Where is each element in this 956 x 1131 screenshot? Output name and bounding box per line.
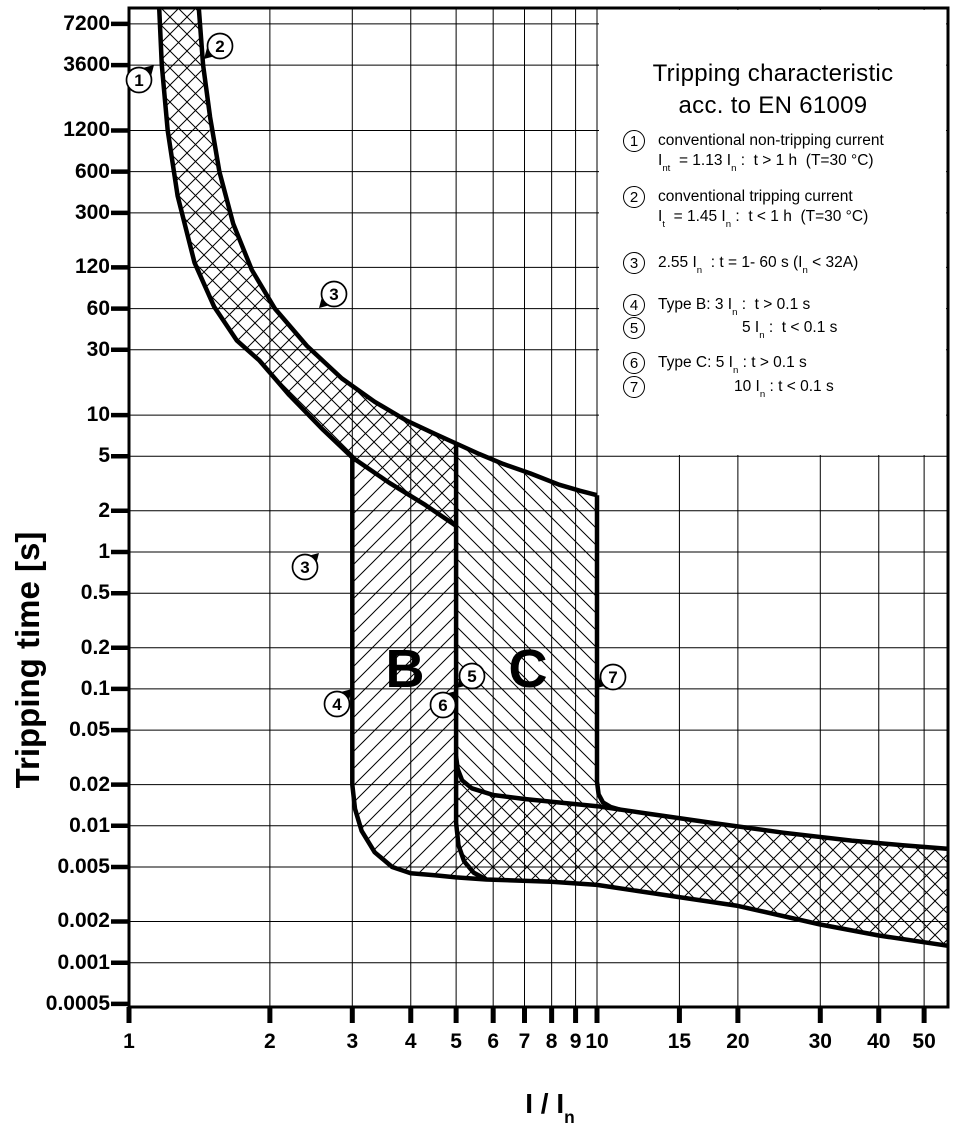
y-tick-label: 10 bbox=[86, 403, 110, 427]
y-tick-label: 7200 bbox=[63, 11, 110, 35]
x-tick-label: 50 bbox=[912, 1030, 936, 1053]
marker-number: 1 bbox=[134, 71, 144, 90]
marker-2-1 bbox=[204, 34, 233, 60]
y-tick-label: 0.02 bbox=[69, 772, 110, 796]
y-axis-title: Tripping time [s] bbox=[9, 531, 46, 789]
legend-item-text: 10 $I_n$ : t < 0.1 s bbox=[734, 378, 834, 401]
y-tick-label: 0.05 bbox=[69, 718, 110, 742]
marker-4-4 bbox=[325, 689, 353, 717]
curve-7-type-c-upper-10in bbox=[597, 495, 620, 810]
y-tick-label: 0.0005 bbox=[45, 991, 110, 1015]
y-tick-label: 30 bbox=[86, 337, 110, 361]
legend-item-text: conventional non-tripping current $I_{nt} = 1.13$ $I_n$ : t > 1 h (T=30 °C) bbox=[658, 132, 884, 174]
zone-label-C: C bbox=[508, 639, 548, 699]
x-tick-label: 7 bbox=[518, 1030, 531, 1053]
y-tick-label: 600 bbox=[74, 159, 110, 183]
y-tick-label: 1200 bbox=[63, 118, 110, 142]
legend-item-number-5: 5 bbox=[623, 317, 645, 339]
x-tick-label: 9 bbox=[569, 1030, 582, 1053]
zone-label-B: B bbox=[385, 639, 425, 699]
legend-item-text: Type C: 5 $I_n$ : t > 0.1 s bbox=[658, 354, 807, 377]
marker-7-7 bbox=[597, 665, 626, 690]
x-tick-label: 3 bbox=[346, 1030, 359, 1053]
y-tick-label: 300 bbox=[74, 200, 110, 224]
y-tick-label: 0.01 bbox=[69, 813, 110, 837]
x-tick-label: 6 bbox=[487, 1030, 500, 1053]
x-tick-label: 40 bbox=[867, 1030, 891, 1053]
y-tick-label: 5 bbox=[98, 444, 110, 468]
x-tick-label: 2 bbox=[264, 1030, 276, 1053]
x-tick-label: 15 bbox=[667, 1030, 692, 1053]
legend-item-number-6: 6 bbox=[623, 352, 645, 374]
y-tick-label: 0.002 bbox=[57, 909, 110, 933]
x-tick-label: 4 bbox=[404, 1030, 417, 1053]
marker-number: 6 bbox=[438, 696, 448, 715]
y-tick-label: 0.001 bbox=[57, 950, 110, 974]
x-tick-label: 8 bbox=[545, 1030, 558, 1053]
y-tick-label: 0.005 bbox=[57, 855, 110, 878]
y-tick-label: 2 bbox=[98, 498, 110, 522]
x-tick-label: 5 bbox=[450, 1030, 462, 1053]
legend-item-text: Type B: 3 $I_n$ : t > 0.1 s bbox=[658, 296, 811, 319]
marker-number: 5 bbox=[467, 667, 477, 686]
legend-item-number-2: 2 bbox=[623, 186, 645, 208]
y-tick-label: 0.5 bbox=[80, 581, 110, 605]
legend-panel bbox=[600, 10, 946, 455]
marker-number: 7 bbox=[608, 668, 618, 687]
legend-item-number-1: 1 bbox=[623, 130, 645, 152]
marker-number: 4 bbox=[332, 695, 342, 714]
x-axis-title: I / $I_n$ bbox=[525, 1088, 575, 1128]
marker-1-0 bbox=[127, 65, 155, 93]
y-tick-label: 1 bbox=[98, 540, 110, 563]
x-tick-label: 10 bbox=[585, 1030, 609, 1053]
marker-number: 3 bbox=[329, 285, 339, 304]
x-tick-label: 30 bbox=[808, 1030, 832, 1053]
y-tick-label: 3600 bbox=[63, 53, 110, 77]
legend-title-line1: Tripping characteristic bbox=[652, 60, 894, 87]
x-tick-label: 20 bbox=[726, 1030, 750, 1053]
legend-item-text: 2.55 $I_n$ : t = 1- 60 s $(I_n < 32A)$ bbox=[658, 254, 859, 277]
legend-item-text: 5 $I_n$ : t < 0.1 s bbox=[742, 319, 838, 342]
marker-number: 3 bbox=[300, 558, 310, 577]
y-tick-label: 120 bbox=[74, 255, 110, 279]
y-tick-label: 0.2 bbox=[80, 635, 110, 659]
legend-title-line2: acc. to EN 61009 bbox=[678, 92, 868, 119]
y-tick-label: 0.1 bbox=[80, 676, 110, 700]
marker-6-6 bbox=[431, 691, 457, 718]
marker-3-2 bbox=[319, 282, 347, 309]
legend-item-number-4: 4 bbox=[623, 294, 645, 316]
y-tick-label: 60 bbox=[86, 296, 110, 320]
legend-item-text: conventional tripping current $I_t = 1.45$ $I_n$ : t < 1 h (T=30 °C) bbox=[658, 188, 869, 230]
marker-3-3 bbox=[293, 553, 320, 580]
x-tick-label: 1 bbox=[123, 1030, 135, 1053]
marker-number: 2 bbox=[215, 37, 225, 56]
legend-item-number-7: 7 bbox=[623, 376, 645, 398]
legend-item-number-3: 3 bbox=[623, 252, 645, 274]
